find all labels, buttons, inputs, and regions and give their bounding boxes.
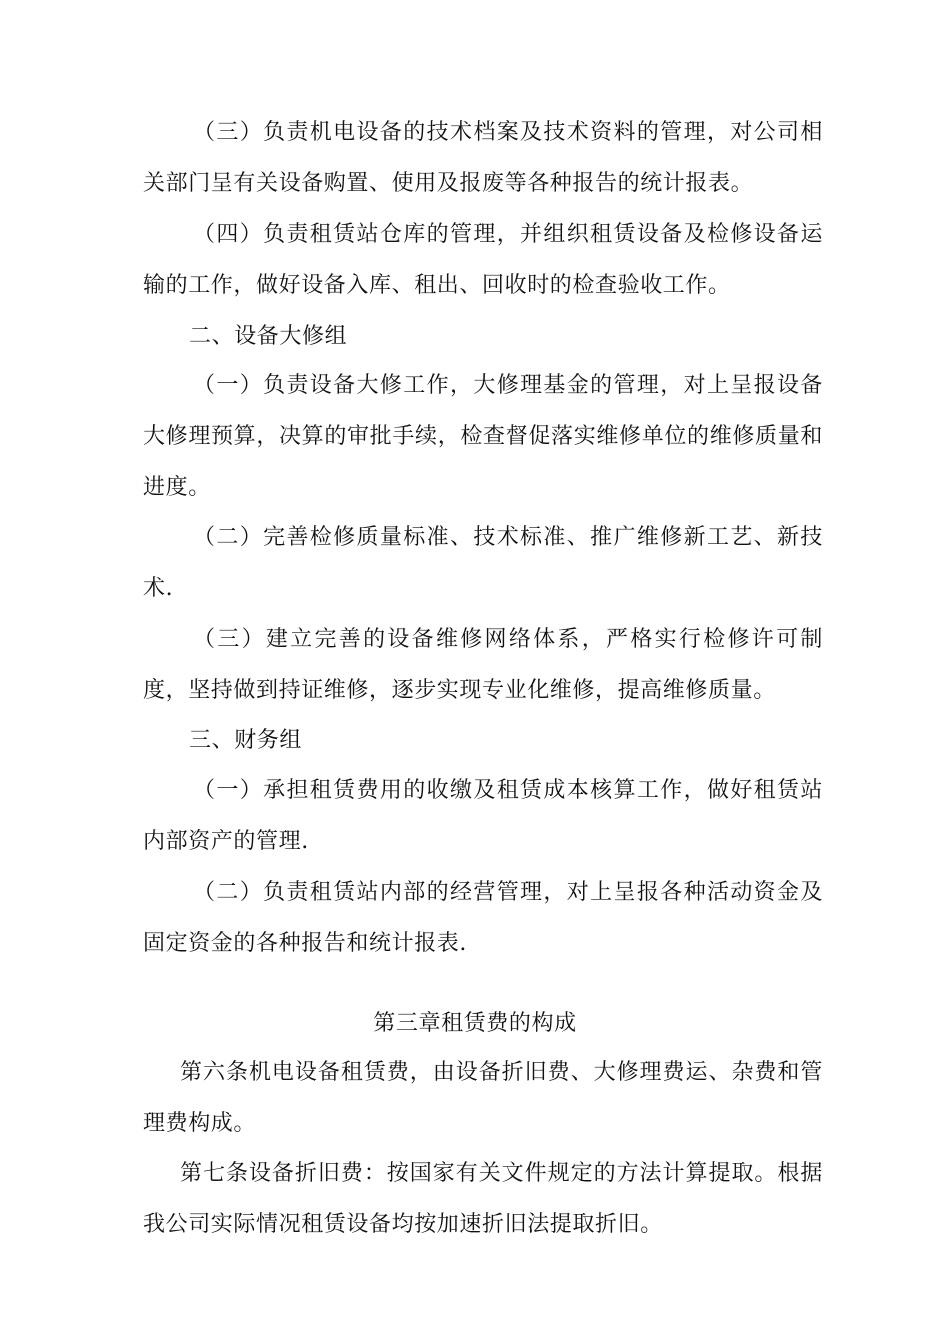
paragraph-quality-standards: （二）完善检修质量标准、技术标准、推广维修新工艺、新技术. — [143, 525, 823, 601]
paragraph-operations-management: （二）负责租赁站内部的经营管理，对上呈报各种活动资金及固定资金的各种报告和统计报表. — [143, 880, 823, 956]
article-seven: 第七条设备折旧费：按国家有关文件规定的方法计算提取。根据我公司实际情况租赁设备均按加速折旧法提取折旧。 — [143, 1161, 823, 1237]
paragraph-archive-management: （三）负责机电设备的技术档案及技术资料的管理，对公司相关部门呈有关设备购置、使用及报废等各种报告的统计报表。 — [143, 120, 823, 196]
paragraph-overhaul-work: （一）负责设备大修工作，大修理基金的管理，对上呈报设备大修理预算，决算的审批手续，检查督促落实维修单位的维修质量和进度。 — [143, 373, 823, 500]
section-heading-finance-group: 三、财务组 — [189, 728, 303, 753]
chapter-title: 第三章租赁费的构成 — [373, 1011, 577, 1036]
paragraph-maintenance-network: （三）建立完善的设备维修网络体系，严格实行检修许可制度，坚持做到持证维修，逐步实现专业化维修，提高维修质量。 — [143, 627, 823, 703]
section-heading-overhaul-group: 二、设备大修组 — [189, 324, 348, 349]
paragraph-warehouse-management: （四）负责租赁站仓库的管理，并组织租赁设备及检修设备运输的工作，做好设备入库、租出、回收时的检查验收工作。 — [143, 222, 823, 298]
paragraph-fee-collection: （一）承担租赁费用的收缴及租赁成本核算工作，做好租赁站内部资产的管理. — [143, 778, 823, 854]
article-six: 第六条机电设备租赁费，由设备折旧费、大修理费运、杂费和管理费构成。 — [143, 1060, 823, 1136]
